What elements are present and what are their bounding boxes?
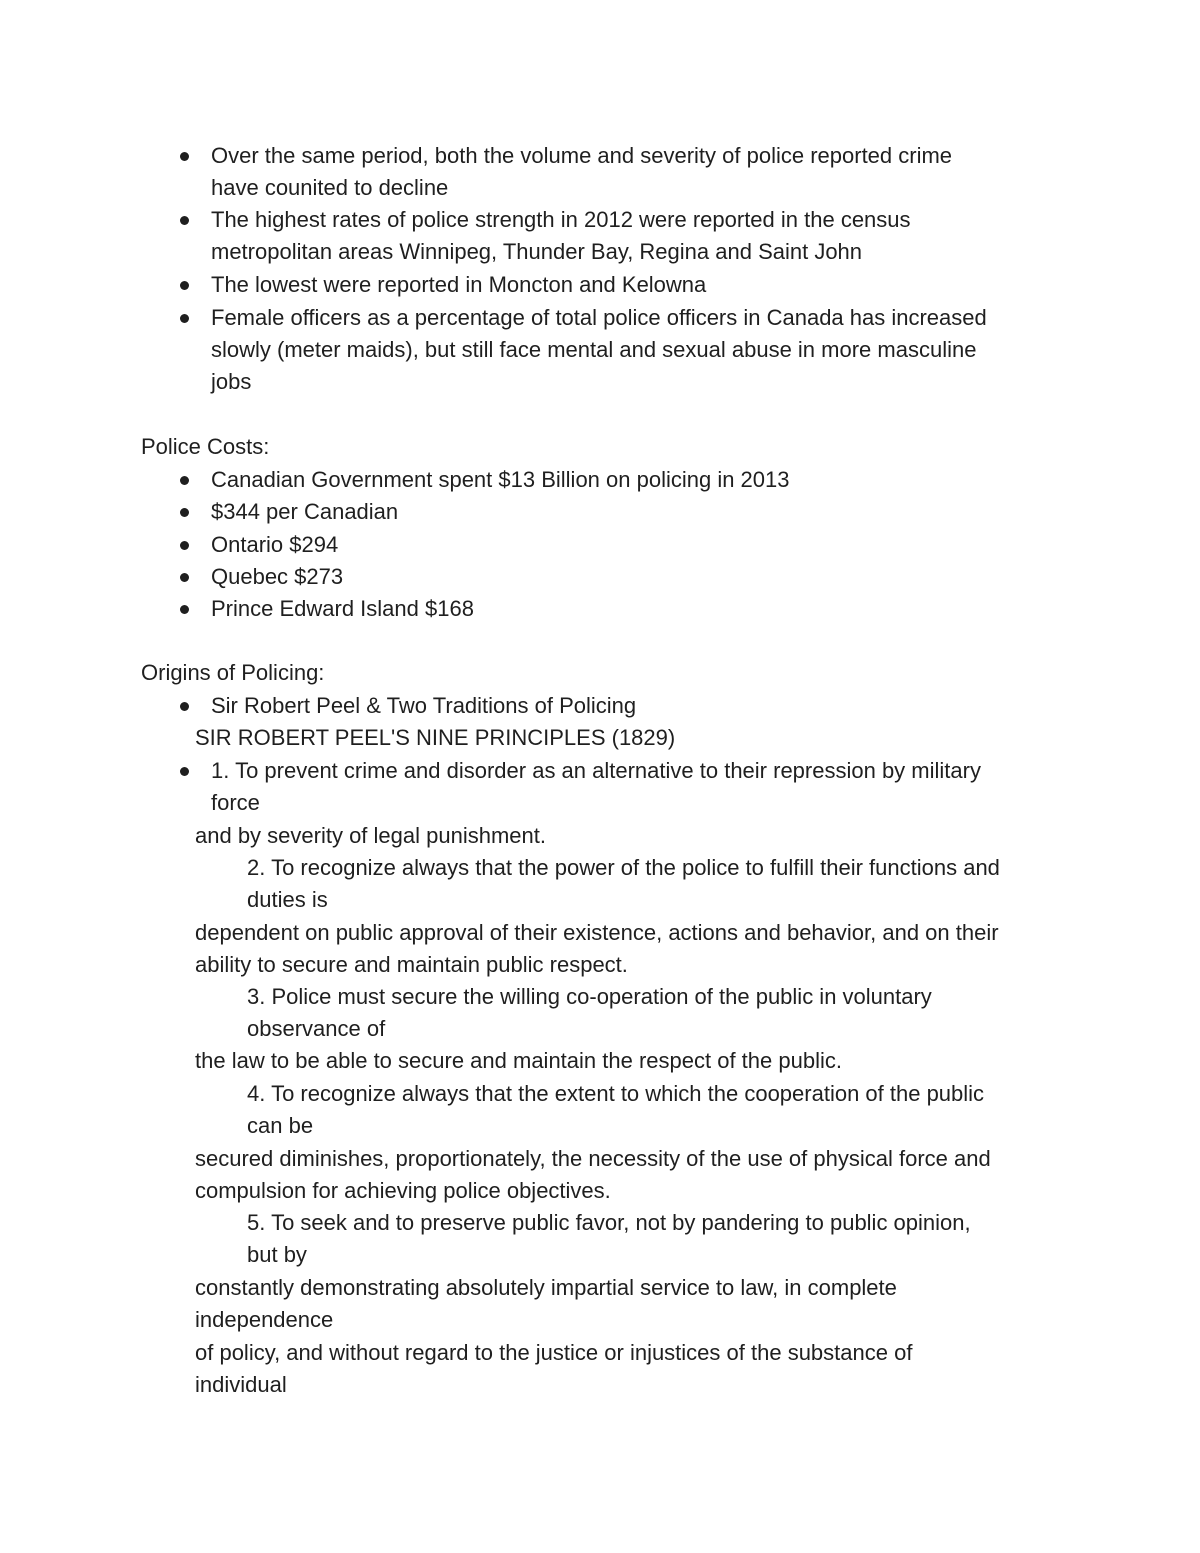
principle-text: the law to be able to secure and maintain the respect of the public. xyxy=(195,1048,842,1073)
bullet-icon xyxy=(180,702,189,711)
section-heading: Origins of Policing: xyxy=(141,660,325,685)
principle-text: 1. To prevent crime and disorder as an alternative to their repression by military xyxy=(211,758,981,783)
principle-text: 5. To seek and to preserve public favor, not by pandering to public opinion, xyxy=(247,1210,971,1235)
bullet-icon xyxy=(180,767,189,776)
bullet-icon xyxy=(180,314,189,323)
bullet-icon xyxy=(180,605,189,614)
bullet-text: jobs xyxy=(211,369,252,394)
bullet-text: Quebec $273 xyxy=(211,564,344,589)
bullet-text: metropolitan areas Winnipeg, Thunder Bay, Regina and Saint John xyxy=(211,239,863,264)
bullet-icon xyxy=(180,216,189,225)
bullet-text: Ontario $294 xyxy=(211,532,339,557)
bullet-icon xyxy=(180,152,189,161)
bullet-text: have counited to decline xyxy=(211,175,449,200)
bullet-text: $344 per Canadian xyxy=(211,499,399,524)
bullet-icon xyxy=(180,508,189,517)
bullet-text: Canadian Government spent $13 Billion on policing in 2013 xyxy=(211,467,790,492)
principle-text: but by xyxy=(247,1242,307,1267)
principle-text: observance of xyxy=(247,1016,386,1041)
bullet-text: The lowest were reported in Moncton and Kelowna xyxy=(211,272,707,297)
bullet-text: slowly (meter maids), but still face mental and sexual abuse in more masculine xyxy=(211,337,977,362)
bullet-icon xyxy=(180,541,189,550)
principle-text: 3. Police must secure the willing co-operation of the public in voluntary xyxy=(247,984,932,1009)
bullet-text: Over the same period, both the volume and severity of police reported crime xyxy=(211,143,953,168)
principle-text: dependent on public approval of their existence, actions and behavior, and on their xyxy=(195,920,999,945)
bullet-text: Prince Edward Island $168 xyxy=(211,596,474,621)
principle-text: secured diminishes, proportionately, the necessity of the use of physical force and xyxy=(195,1146,991,1171)
principles-title: SIR ROBERT PEEL'S NINE PRINCIPLES (1829) xyxy=(195,725,676,750)
principle-text: individual xyxy=(195,1372,287,1397)
principle-text: compulsion for achieving police objectives. xyxy=(195,1178,611,1203)
principle-text: force xyxy=(211,790,260,815)
bullet-icon xyxy=(180,573,189,582)
principle-text: 2. To recognize always that the power of the police to fulfill their functions and xyxy=(247,855,1000,880)
bullet-text: Female officers as a percentage of total police officers in Canada has increased xyxy=(211,305,987,330)
principle-text: constantly demonstrating absolutely impartial service to law, in complete xyxy=(195,1275,897,1300)
principle-text: duties is xyxy=(247,887,328,912)
bullet-text: Sir Robert Peel & Two Traditions of Policing xyxy=(211,693,637,718)
principle-text: 4. To recognize always that the extent to which the cooperation of the public xyxy=(247,1081,985,1106)
section-heading: Police Costs: xyxy=(141,434,270,459)
principle-text: and by severity of legal punishment. xyxy=(195,823,546,848)
principle-text: can be xyxy=(247,1113,314,1138)
bullet-icon xyxy=(180,281,189,290)
bullet-text: The highest rates of police strength in 2012 were reported in the census xyxy=(211,207,911,232)
principle-text: independence xyxy=(195,1307,334,1332)
principle-text: ability to secure and maintain public respect. xyxy=(195,952,628,977)
principle-text: of policy, and without regard to the justice or injustices of the substance of xyxy=(195,1340,913,1365)
bullet-icon xyxy=(180,476,189,485)
